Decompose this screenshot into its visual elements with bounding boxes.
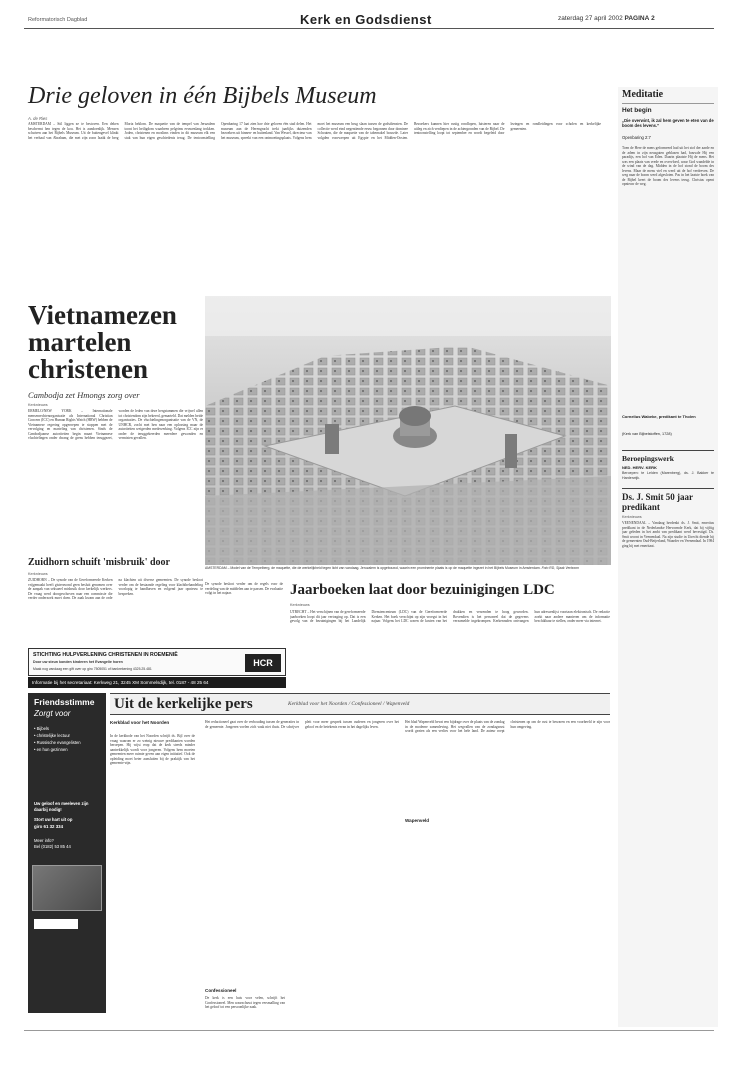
jubileum-headline: Ds. J. Smit 50 jaar predikant xyxy=(622,492,693,512)
ldc-source: Kerknieuws xyxy=(290,603,310,607)
meditatie-reference: Openbaring 2:7 xyxy=(622,135,651,140)
meditatie-quote: „Die overwint, ik zal hem geven te eten van de boom des levens.” xyxy=(622,118,714,128)
pers-subtitle: Kerkblad voor het Noorden / Confessioneel / Wapenveld xyxy=(288,701,410,707)
ad-stichting-subtitle: Door uw steun konden kinderen het Evangelie horen xyxy=(33,660,123,664)
photo-caption-text: AMSTERDAM – Model van de Tempelberg, de maquette, die de werkelijkheid tegen licht van vandaag. Jeruzalem is opgebouwd, waarin een prominente plaats is op de maquette ingezet in het Bijbels Museum in Amsterdam. xyxy=(205,566,541,570)
info-bar: Informatie bij het secretariaat: Kerkweg 21, 3245 XM Sommelsdijk, tel. 0187 - 48 25 64 xyxy=(28,677,286,688)
ad-more-info: Meer info? xyxy=(34,838,54,843)
ad-action: Stort uw hart uit op xyxy=(34,817,73,822)
pers-col1-title: Kerkblad voor het Noorden xyxy=(110,720,170,725)
ad-question: Uw geloof en meeleven zijn daarbij nodig! xyxy=(34,801,89,812)
vietnam-body: ERMELO/NEW YORK – Internationale mensenrechtenorganisatie als International Christian Concern (ICC) en Human Rights Watch (HRW) hebben de Vietnamese regering opgeroepen te stoppen met de vervolging en marteling van christenen. Sinds de Cambodjaanse autoriteiten begin maart Vietnamese vluchtelingen onder dwang de grens hebben teruggezet, worden de leden van deze bergstammen die vrijwel allen tot christendom zijn bekeerd, gemarteld. Dat melden beide organisaties. De vluchtelingenorganisatie van de VN, de UNHCR, zocht met hen naar een oplossing maar de autoriteiten weigerden medewerking. Volgens ICC zijn er onder de teruggekeerden meerdere gewonden en vermisten gevallen. xyxy=(28,409,203,440)
ad-item-text: en hun gezinnen xyxy=(36,747,68,752)
jubileum-body: VEENENDAAL – Vandaag herdenkt ds. J. Smit, emeritus predikant in de Nederlandse Hervormde Kerk, dat hij vijftig jaar geleden in het ambt van predikant werd bevestigd. Ds. Smit woont in Veenendaal. Na zijn studie in Utrecht diende hij de gemeenten Oud-Beijerland, Waarder en Veenendaal. In 1984 ging hij met emeritaat. xyxy=(622,521,714,548)
pers-headline: Uit de kerkelijke pers xyxy=(114,696,253,712)
photo-credit: Foto RD, Sjaak Verboom xyxy=(541,566,580,570)
beroepingswerk-rule xyxy=(622,450,714,451)
ad-item: • Russische evangelisten xyxy=(34,740,81,745)
beroepingswerk-denomination: NED. HERV. KERK xyxy=(622,465,657,470)
vietnam-headline: Vietnamezen martelen christenen xyxy=(28,300,177,384)
ad-stichting-logo: HCR xyxy=(245,654,281,672)
beroepingswerk-text: Beroepen: te Lelden (Marenberg), ds. J. Bakker te Harderwijk. xyxy=(622,471,714,480)
ad-phone: Bel (0182) 53 85 44 xyxy=(34,844,71,849)
meditatie-rule xyxy=(622,103,714,104)
museum-byline: A. de Ries xyxy=(28,116,48,121)
page-label: PAGINA xyxy=(624,15,650,22)
meditatie-body: Toen de Here de mens geformeerd had uit het stof der aarde en de adem in zijn neusgaten geblazen had, bouwde Hij een paradijs, een hof van Eden. Daarin plaatste Hij de mens. Het was een plaats van vrede en overvloed, waar God wandelde in de wind van de dag. Midden in de hof stond de boom des levens. Maar de mens viel en werd uit de hof verdreven. De weg naar de boom werd afgesloten. Pas in het laatste boek van de Bijbel keert de boom des levens terug. Christus opent opnieuw de weg. xyxy=(622,146,714,186)
ldc-body: UTRECHT – Het verschijnen van de gereformeerde jaarboeken loopt dit jaar vertraging op. Dat is een gevolg van de bezuinigingen bij het Landelijk Dienstencentrum (LDC) van de Gereformeerde Kerken. Het boek verschijnt op zijn vroegst in het najaar. Volgens het LDC waren de kosten van het drukken en verzenden te hoog geworden. Bovendien is het personeel dat de gegevens verzamelde ingekrompen. Kerkenraden ontvangen hun adressenlijst voortaan elektronisch. De redactie zoekt naar andere manieren om de informatie beschikbaar te stellen, onder meer via internet. xyxy=(290,610,610,623)
ad-item-text: Russische evangelisten xyxy=(36,740,81,745)
photo-caption xyxy=(205,566,611,576)
ad-friendship xyxy=(28,693,106,1013)
ad-photo xyxy=(32,865,102,911)
ldc-intro-column: De synode besloot verder om de regels voor de verdeling van de middelen aan te passen. De evaluatie volgt in het najaar. xyxy=(205,582,283,595)
header-date: zaterdag 27 april 2002 xyxy=(558,15,623,22)
pers-col1b-body: De kerk is een huis voor velen, schrijft het Confessioneel. Men waarschuwt tegen versmalling van het geloof tot een persoonlijke zaak. xyxy=(205,996,285,1009)
ldc-headline: Jaarboeken laat door bezuinigingen LDC xyxy=(290,582,555,598)
ad-item: • en hun gezinnen xyxy=(34,747,68,752)
meditatie-title: Het begin xyxy=(622,107,652,114)
ad-logo-box xyxy=(34,919,78,929)
ad-item: • christelijke lectuur xyxy=(34,733,70,738)
pers-col2-body: Het redactioneel gaat over de verhouding tussen de generaties in de gemeente. Jongeren voelen zich vaak niet thuis. De schrijver pleit voor meer gesprek tussen ouderen en jongeren over het geloof en de betekenis ervan in het dagelijks leven. xyxy=(205,720,399,729)
pers-col1-body: In de kerkbode van het Noorden schrijft ds. Bijl over de vraag waarom er zo weinig nieuwe predikanten worden beroepen. Hij wijst erop dat de kerk steeds minder aantrekkelijk wordt voor jongeren. Volgens hem moeten gemeenten meer ruimte geven aan eigen initiatief. Ook de opleiding moet beter aansluiten bij de praktijk van het gemeente-zijn. xyxy=(110,734,195,765)
meditatie-section: Meditatie xyxy=(622,89,664,100)
page-bottom-rule xyxy=(24,1030,714,1031)
ad-account: giro 61 32 334 xyxy=(34,824,64,829)
ad-stichting-line2: Maak nog vandaag een gift over op giro 7505051 of bankrekening 4325.25.481 xyxy=(33,667,152,671)
vietnam-source: Kerknieuws xyxy=(28,403,48,407)
ad-item: • Bijbels xyxy=(34,726,49,731)
page-number: 2 xyxy=(651,15,655,22)
meditatie-author: Cornelius Wabeke, predikant te Tholen xyxy=(622,414,696,419)
ad-item-text: Bijbels xyxy=(36,726,49,731)
museum-headline: Drie geloven in één Bijbels Museum xyxy=(28,83,377,109)
tempel-model-illustration xyxy=(205,296,611,565)
ad-item-text: christelijke lectuur xyxy=(36,733,70,738)
zuidhorn-headline: Zuidhorn schuift 'misbruik' door xyxy=(28,557,170,568)
ad-stichting xyxy=(28,648,286,676)
beroepingswerk-title: Beroepingswerk xyxy=(622,454,674,463)
zuidhorn-source: Kerknieuws xyxy=(28,572,48,576)
museum-body: AMSTERDAM – Stil liggen ze te bestoven. Een deken beschermt hen tegen de kou. Het is aandoenlijk. Mensen schuiven aan het Bijbels Museum. Uit de buitengevel klinkt het verhaal van Abraham, die met zijn zoon Izaäk de berg Moria beklom. De maquette van de tempel van Jeruzalem toont het heiligdom waarheen pelgrims eeuwenlang trokken. Joden, christenen en moslims vinden in dit museum elk een stuk van hun eigen geschiedenis terug. De tentoonstelling Openbaring 17 laat zien hoe drie geloven één stad delen. Het museum aan de Herengracht trekt jaarlijks duizenden bezoekers uit binnen- en buitenland. Van Wessel, directeur van het museum, spreekt van een ontmoetingsplaats. Volgens hem moet het museum een brug slaan tussen de godsdiensten. De collectie werd eind negentiende eeuw begonnen door dominee Schouten, die de maquette van de tabernakel bouwde. Later volgden voorwerpen uit Egypte en het Midden-Oosten. Bezoekers kunnen hier rustig rondlopen, luisteren naar de uitleg en zich verdiepen in de achtergronden van de Bijbel. De tentoonstelling loopt tot september en wordt begeleid door lezingen en rondleidingen voor scholen en kerkelijke gemeenten. xyxy=(28,122,601,140)
section-title: Kerk en Godsdienst xyxy=(300,12,432,27)
pers-col1b-title: Confessioneel xyxy=(205,988,237,993)
meditatie-footer: (Kerk van Bijbelstoffen, 1728) xyxy=(622,432,672,436)
tempel-photo xyxy=(205,296,611,565)
ad-items-list xyxy=(34,725,81,753)
jubileum-source: Kerknieuws xyxy=(622,515,642,519)
zuidhorn-body: ZUIDHORN – De synode van de Gereformeerde Kerken vrijgemaakt heeft gisteravond geen besluit genomen over de aanpak van seksueel misbruik door kerkelijk werkers. De vraag werd doorgeschoven naar een commissie die verder onderzoek moet doen. De zaak kwam aan de orde na klachten uit diverse gemeenten. De synode besloot verder om de bestaande regeling voor klachtbehandeling voorlopig te handhaven en volgend jaar opnieuw te bespreken. xyxy=(28,578,203,600)
vietnam-subhead: Cambodja zet Hmongs zorg over xyxy=(28,390,140,400)
publisher-name: Reformatorisch Dagblad xyxy=(28,17,88,23)
pers-header-bar xyxy=(110,693,610,715)
pers-col3-title: Wapenveld xyxy=(405,818,430,823)
ad-stichting-title: STICHTING HULPVERLENING CHRISTENEN IN ROEMENIË xyxy=(33,652,178,658)
ad-slogan: Zorgt voor xyxy=(34,709,71,718)
jubileum-rule xyxy=(622,488,714,489)
ad-brand: Friendsstimme xyxy=(34,697,95,707)
header-rule xyxy=(24,28,714,29)
header-date-line xyxy=(558,15,655,22)
pers-col3-body: Het blad Wapenveld bevat een bijdrage over de plaats van de zondag in de moderne samenleving. Het wegvallen van de zondagsrust wordt gezien als een verlies voor het hele land. De auteur roept christenen op om de rust te bewaren en een voorbeeld te zijn voor hun omgeving. xyxy=(405,720,610,733)
